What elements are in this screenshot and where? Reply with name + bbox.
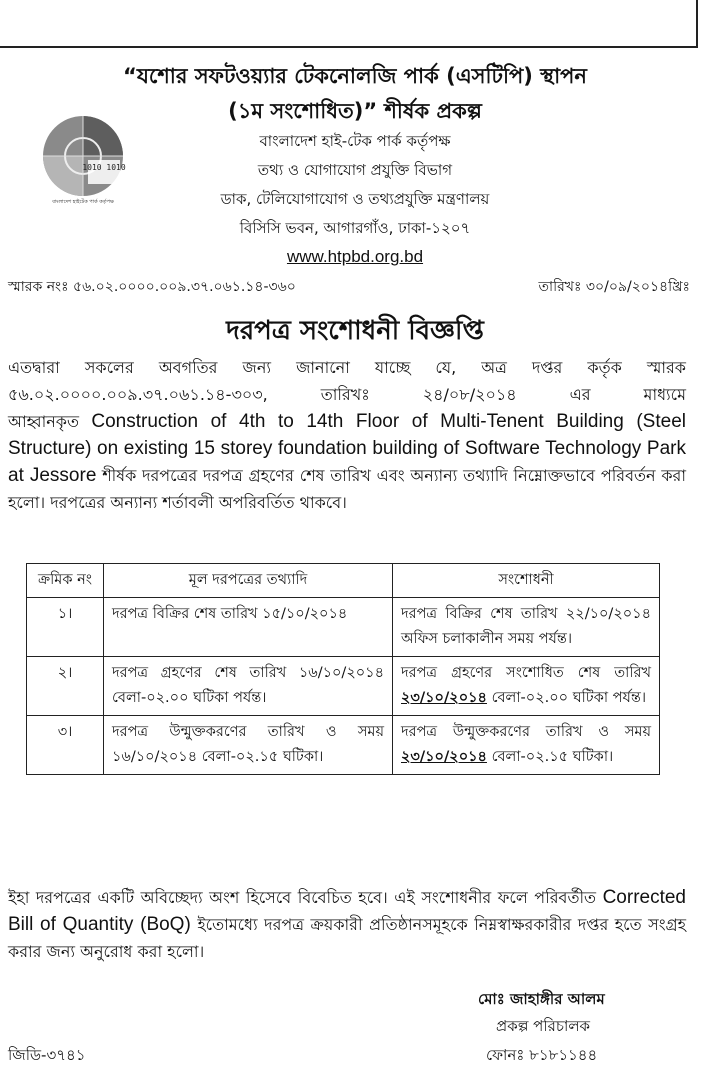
table-row	[27, 657, 660, 716]
header-amendment: সংশোধনী	[393, 564, 660, 598]
table-header-row	[27, 564, 660, 598]
footer-paragraph	[8, 884, 686, 965]
website-link[interactable]: www.htpbd.org.bd	[286, 247, 424, 266]
row-amendment	[393, 716, 660, 775]
amend-pre: দরপত্র গ্রহণের সংশোধিত শেষ তারিখ	[401, 665, 651, 681]
boq-english: Corrected Bill of Quantity (BoQ)	[8, 887, 686, 935]
row-serial: ৩।	[27, 716, 104, 775]
header-serial: ক্রমিক নং	[27, 564, 104, 598]
para2-pre: ইহা দরপত্রের একটি অবিচ্ছেদ্য অংশ হিসেবে বিবেচিত হবে। এই সংশোধনীর ফলে পরিবর্তীত	[8, 888, 597, 907]
gd-number: জিডি-৩৭৪১	[8, 1046, 86, 1064]
amend-post: বেলা-০২.০০ ঘটিকা পর্যন্ত।	[486, 690, 647, 706]
para1-pre: আহ্বানকৃত	[8, 412, 79, 431]
row-amendment	[393, 598, 660, 657]
org-line-2: তথ্য ও যোগাযোগ প্রযুক্তি বিভাগ	[257, 161, 453, 179]
amend-pre: দরপত্র উন্মুক্তকরণের তারিখ ও সময়	[401, 724, 651, 740]
org-line-1: বাংলাদেশ হাই-টেক পার্ক কর্তৃপক্ষ	[259, 132, 451, 150]
memo-row	[8, 275, 690, 299]
memo-number: স্মারক নংঃ ৫৬.০২.০০০০.০০৯.৩৭.০৬১.১৪-৩৬০	[8, 279, 296, 295]
amendment-table	[26, 563, 660, 775]
notice-paragraph	[8, 354, 686, 516]
logo-text-a: 1010 1010	[82, 163, 126, 172]
para2-post: ইতোমধ্যে দরপত্র ক্রয়কারী প্রতিষ্ঠানসমূহকে নিম্নস্বাক্ষরকারীর দপ্তর হতে সংগ্রহ করার জন্য অনুরোধ করা হলো।	[8, 915, 686, 961]
amend-post: বেলা-০২.১৫ ঘটিকা।	[486, 749, 614, 765]
project-title-line2: (১ম সংশোধিত)” শীর্ষক প্রকল্প	[228, 99, 482, 123]
notice-heading: দরপত্র সংশোধনী বিজ্ঞপ্তি	[226, 316, 484, 346]
amend-date: ২৩/১০/২০১৪	[401, 690, 487, 706]
signatory-name: মোঃ জাহাঙ্গীর আলম	[478, 990, 605, 1008]
row-amendment	[393, 657, 660, 716]
row-serial: ১।	[27, 598, 104, 657]
row-original: দরপত্র গ্রহণের শেষ তারিখ ১৬/১০/২০১৪ বেলা-০২.০০ ঘটিকা পর্যন্ত।	[104, 657, 393, 716]
row-original: দরপত্র বিক্রির শেষ তারিখ ১৫/১০/২০১৪	[104, 598, 393, 657]
row-original: দরপত্র উন্মুক্তকরণের তারিখ ও সময় ১৬/১০/২০১৪ বেলা-০২.১৫ ঘটিকা।	[104, 716, 393, 775]
phone-number: ফোনঃ ৮১৮১১৪৪	[486, 1046, 598, 1064]
signatory-title: প্রকল্প পরিচালক	[496, 1017, 591, 1035]
table-row	[27, 598, 660, 657]
para1-line1: এতদ্বারা সকলের অবগতির জন্য জানানো যাচ্ছে যে, অত্র দপ্তর কর্তৃক স্মারক	[8, 358, 686, 377]
project-name-english: Construction of 4th to 14th Floor of Multi-Tenent Building (Steel Structure) on existing 15 storey foundation building of Software Technology Park at Jessore	[8, 411, 686, 486]
org-line-4: বিসিসি ভবন, আগারগাঁও, ঢাকা-১২০৭	[239, 219, 471, 237]
project-title-line1: “যশোর সফটওয়্যার টেকনোলজি পার্ক (এসটিপি) স্থাপন	[123, 64, 587, 88]
header-original: মূল দরপত্রের তথ্যাদি	[104, 564, 393, 598]
table-row	[27, 716, 660, 775]
top-border-box	[0, 0, 698, 48]
logo-caption: বাংলাদেশ হাইটেক পার্ক কর্তৃপক্ষ	[52, 199, 114, 204]
para1-line2: ৫৬.০২.০০০০.০০৯.৩৭.০৬১.১৪-৩০৩, তারিখঃ ২৪/০৮/২০১৪ এর মাধ্যমে	[8, 385, 686, 404]
row-serial: ২।	[27, 657, 104, 716]
amend-pre: দরপত্র বিক্রির শেষ তারিখ	[401, 606, 566, 622]
memo-date: তারিখঃ ৩০/০৯/২০১৪খ্রিঃ	[538, 279, 690, 295]
amend-date: ২৩/১০/২০১৪	[401, 749, 487, 765]
amend-date: ২২/১০/২০১৪	[565, 606, 651, 622]
org-line-3: ডাক, টেলিযোগাযোগ ও তথ্যপ্রযুক্তি মন্ত্রণালয়	[220, 190, 490, 208]
amend-post: অফিস চলাকালীন সময় পর্যন্ত।	[401, 631, 573, 647]
para1-post: শীর্ষক দরপত্রের দরপত্র গ্রহণের শেষ তারিখ এবং অন্যান্য তথ্যাদি নিম্নোক্তভাবে পরিবর্তন করা হলো। দরপত্রের অন্যান্য শর্তাবলী অপরিবর্তিত থাকবে।	[8, 466, 687, 512]
